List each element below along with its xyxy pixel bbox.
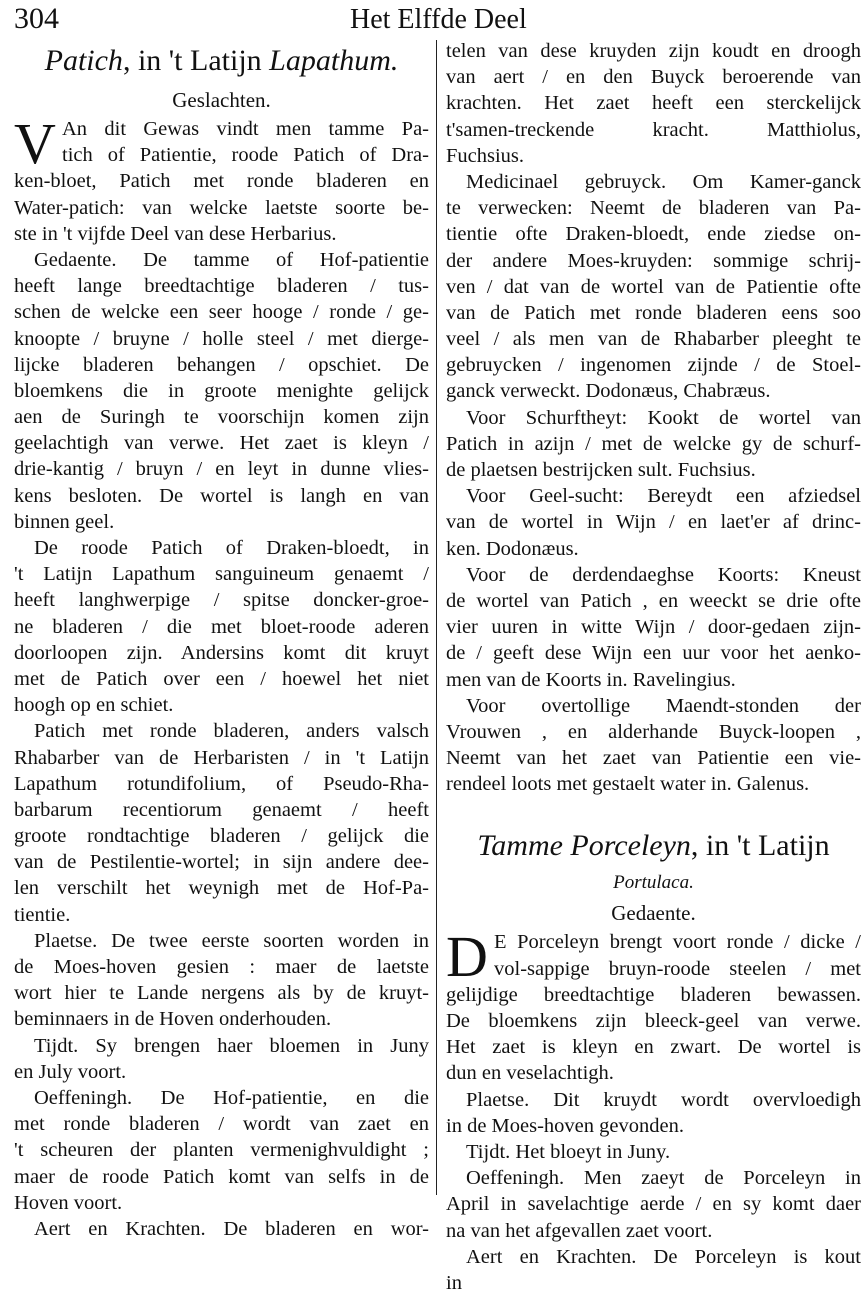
opening-paragraph — [14, 111, 429, 176]
text-line: Lapathum rotundifolium, of Pseudo-Rha- — [14, 772, 429, 795]
text-line: De bloemkens zijn bleeck-geel van verwe. — [446, 1010, 861, 1032]
text-line: Aert en Krachten. De Porceleyn is kout — [466, 1245, 861, 1268]
text-line: Hoven voort. — [14, 1191, 123, 1214]
text-line: E Porceleyn brengt voort ronde / dicke / — [494, 931, 861, 954]
section-heading: Geslachten. — [172, 88, 271, 112]
text-line: April in savelachtige aerde / en sy komt daer — [446, 1193, 861, 1216]
text-line: Neemt van het zaet van Patientie een vie- — [446, 747, 861, 770]
text-line: Voor de derdendaeghse Koorts: Kneust — [466, 563, 861, 586]
text-line: Aert en Krachten. De bladeren en wor- — [34, 1217, 429, 1240]
text-line: tientie ofte Draken-bloedt, ende ziedse on- — [446, 223, 861, 246]
text-line: der andere Moes-kruyden: sommige schrij- — [446, 249, 861, 272]
title-rest: , in 't Latijn — [122, 44, 270, 77]
text-line: schen de welcke een seer hooge / ronde / ge- — [14, 301, 429, 324]
text-line: barbarum recentiorum genaemt / heeft — [14, 798, 429, 821]
text-line: drie-kantig / bruyn / en leyt in dunne vlies- — [14, 458, 429, 481]
text-line: Tijdt. Sy brengen haer bloemen in Juny — [34, 1034, 429, 1057]
text-line: tich of Patientie, roode Patich of Dra- — [62, 144, 429, 167]
right-column-body — [446, 982, 861, 1296]
text-line: na van het afgevallen zaet voort. — [446, 1219, 713, 1242]
text-line: maer de roode Patich komt van selfs in de — [14, 1165, 429, 1188]
text-line: in — [446, 1271, 462, 1294]
text-line: Voor overtollige Maendt-stonden der — [466, 694, 861, 717]
text-line: hoogh op en schiet. — [14, 694, 174, 717]
opening-paragraph — [446, 924, 861, 990]
text-line: en July voort. — [14, 1060, 127, 1083]
text-line: Patich met ronde bladeren, anders valsch — [34, 720, 429, 743]
text-line: Het zaet is kleyn en zwart. De wortel is — [446, 1036, 861, 1059]
page-number: 304 — [14, 2, 59, 35]
left-column — [14, 38, 429, 1240]
title-word: Patich — [44, 44, 123, 77]
text-line: wort hier te Lande nergens als by de kruyt- — [14, 982, 429, 1005]
text-line: Plaetse. De twee eerste soorten worden in — [34, 929, 429, 952]
text-line: in de Moes-hoven gevonden. — [446, 1114, 684, 1137]
text-line: Voor Schurftheyt: Kookt de wortel van — [466, 406, 861, 429]
article-title-porceleyn — [446, 823, 861, 869]
text-line: binnen geel. — [14, 510, 115, 533]
left-column-body — [14, 168, 429, 1242]
text-line: kens besloten. De wortel is langh en van — [14, 484, 429, 507]
title-rest: , in 't Latijn — [690, 829, 830, 863]
drop-cap: V — [14, 111, 56, 176]
text-line: van de wortel in Wijn / en laet'er af drinc- — [446, 511, 861, 534]
text-line: lijcke bladeren behangen / opschiet. De — [14, 353, 429, 376]
text-line: groote rondtachtige bladeren / gelijck die — [14, 825, 429, 848]
text-line: vier uuren in witte Wijn / door-gedaen zijn- — [446, 616, 861, 639]
text-line: van aert / en den Buyck beroerende van — [446, 66, 861, 89]
text-line: Medicinael gebruyck. Om Kamer-ganck — [466, 170, 861, 193]
text-line: Plaetse. Dit kruydt wordt overvloedigh — [466, 1088, 861, 1111]
page-header — [0, 0, 866, 40]
text-line: bloemkens die in groote menighte gelijck — [14, 379, 429, 402]
text-line: beminnaers in de Hoven onderhouden. — [14, 1008, 332, 1031]
text-line: Patich in azijn / met de welcke gy de schurf- — [446, 432, 861, 455]
section-heading: Gedaente. — [611, 901, 696, 926]
text-line: ken. Dodonæus. — [446, 537, 579, 560]
text-line: heeft langhwerpige / spitse doncker-groe- — [14, 589, 429, 612]
text-line: Gedaente. De tamme of Hof-patientie — [34, 248, 429, 271]
text-line: ste in 't vijfde Deel van dese Herbarius. — [14, 222, 337, 245]
text-line: gelijdige breedtachtige bladeren bewassen. — [446, 983, 861, 1006]
text-line: de / geeft dese Wijn een uur voor het aenko- — [446, 642, 861, 665]
column-divider — [436, 40, 437, 1195]
text-line: t'samen-treckende kracht. Matthiolus, — [446, 118, 861, 141]
text-line: 't scheuren der planten vermenighvuldight ; — [14, 1139, 429, 1162]
article-title-patich — [14, 38, 429, 84]
text-line: de plaetsen bestrijcken sult. Fuchsius. — [446, 459, 756, 481]
text-line: doorloopen zijn. Andersins komt dit kruyt — [14, 641, 429, 664]
text-line: ne bladeren / die met bloet-roode aderen — [14, 615, 429, 638]
title-word: Tamme Porceleyn — [477, 829, 691, 863]
text-line: veel / als men van de Rhabarber pleeght te — [446, 328, 861, 351]
title-latin: Portulaca. — [613, 872, 694, 894]
text-line: geelachtigh van verwe. Het zaet is kleyn / — [14, 432, 429, 455]
text-line: vol-sappige bruyn-roode steelen / met — [494, 957, 861, 980]
text-line: tientie. — [14, 903, 71, 926]
text-line: de Moes-hoven gesien : maer de laetste — [14, 956, 429, 978]
text-line: met ronde bladeren / wordt van zaet en — [14, 1113, 429, 1136]
text-line: Water-patich: van welcke laetste soorte be- — [14, 196, 429, 219]
text-line: van de Pestilentie-wortel; in sijn andere dee- — [14, 851, 429, 874]
text-line: met de Patich over een / hoewel het niet — [14, 667, 429, 690]
text-line: telen van dese kruyden zijn koudt en droogh — [446, 40, 861, 62]
text-line: dun en veselachtigh. — [446, 1062, 614, 1085]
text-line: Oeffeningh. Men zaeyt de Porceleyn in — [466, 1167, 861, 1190]
text-line: Fuchsius. — [446, 144, 525, 167]
text-line: heeft lange breedtachtige bladeren / tus- — [14, 275, 429, 298]
text-line: An dit Gewas vindt men tamme Pa- — [62, 118, 429, 140]
running-head: Het Elffde Deel — [350, 4, 527, 35]
text-line: de wortel van Patich , en weeckt se drie ofte — [446, 589, 861, 612]
title-latin: Lapathum. — [269, 44, 399, 77]
text-line: 't Latijn Lapathum sanguineum genaemt / — [14, 563, 429, 586]
right-column-body-continued — [446, 38, 861, 797]
text-line: gebruycken / ingenomen zijnde / de Stoel- — [446, 354, 861, 377]
text-line: aen de Suringh te voorschijn komen zijn — [14, 406, 429, 429]
text-line: rendeel loots met gestaelt water in. Galenus. — [446, 773, 810, 796]
text-line: Tijdt. Het bloeyt in Juny. — [466, 1140, 671, 1163]
text-line: te verwecken: Neemt de bladeren van Pa- — [446, 197, 861, 220]
text-line: knoopte / bruyne / holle steel / met dierge- — [14, 327, 429, 350]
text-line: Rhabarber van de Herbaristen / in 't Latijn — [14, 746, 429, 769]
text-line: Voor Geel-sucht: Bereydt een afziedsel — [466, 485, 861, 508]
text-line: ven / dat van de wortel van de Patientie ofte — [446, 275, 861, 298]
section-gap — [446, 797, 861, 823]
text-line: ganck verweckt. Dodonæus, Chabræus. — [446, 380, 771, 403]
text-line: ken-bloet, Patich met ronde bladeren en — [14, 170, 429, 193]
drop-cap: D — [446, 924, 488, 990]
text-line: De roode Patich of Draken-bloedt, in — [34, 537, 429, 559]
text-line: Oeffeningh. De Hof-patientie, en die — [34, 1086, 429, 1109]
right-column — [446, 38, 861, 1294]
text-line: Vrouwen , en alderhande Buyck-loopen , — [446, 720, 861, 743]
text-line: van de Patich met ronde bladeren eens soo — [446, 301, 861, 324]
text-line: men van de Koorts in. Ravelingius. — [446, 668, 736, 691]
text-line: len verschilt het weynigh met de Hof-Pa- — [14, 877, 429, 900]
text-line: krachten. Het zaet heeft een sterckelijck — [446, 92, 861, 115]
